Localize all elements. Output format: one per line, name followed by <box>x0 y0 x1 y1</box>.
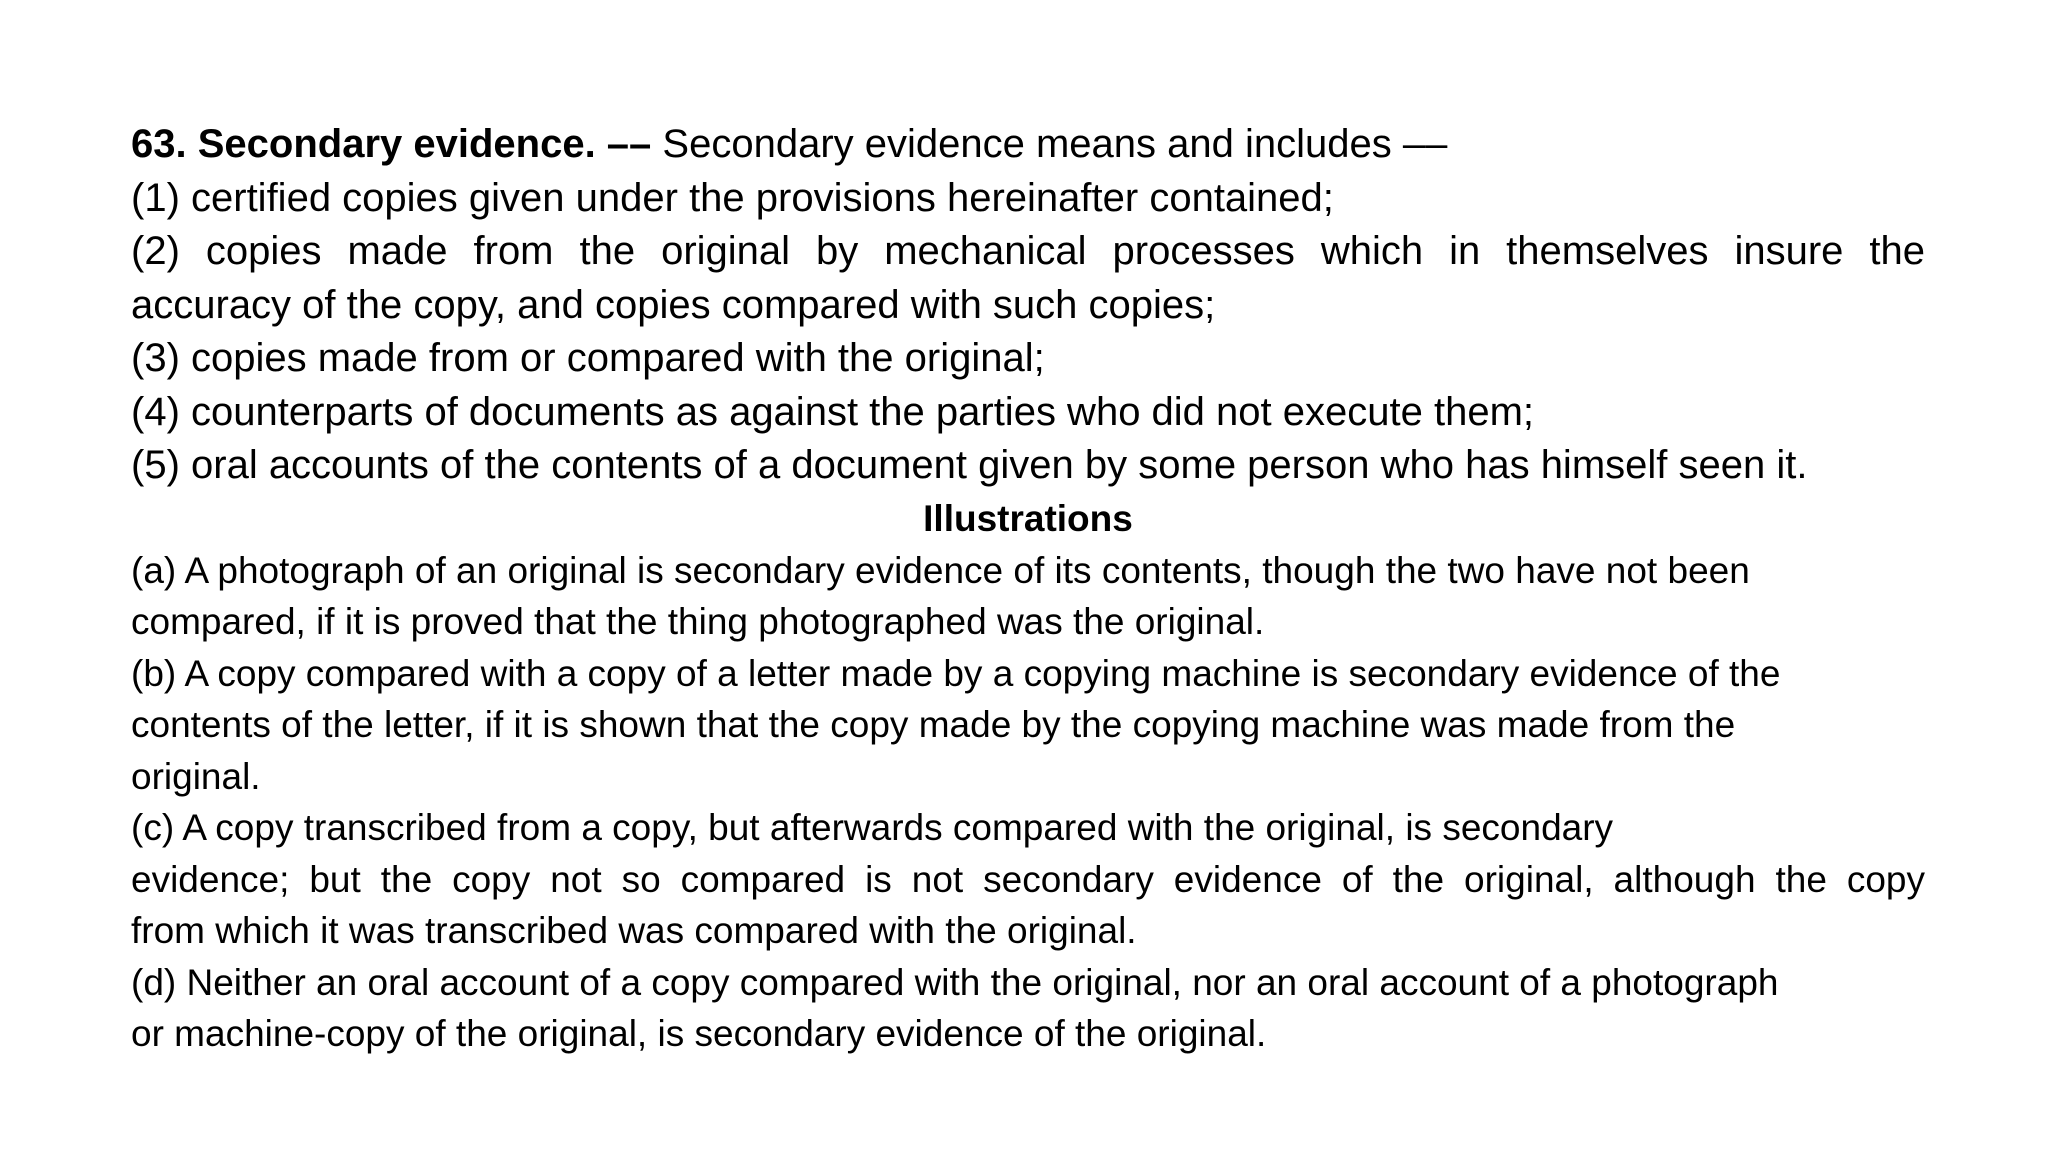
illustration-d-line-1: (d) Neither an oral account of a copy compared with the original, nor an oral account of a photograph <box>131 961 1779 1003</box>
item-3: (3) copies made from or compared with the original; <box>131 336 1045 380</box>
illustration-a-line-2: compared, if it is proved that the thing photographed was the original. <box>131 601 1265 642</box>
section-title: 63. Secondary evidence. –– <box>131 122 652 166</box>
section-63 <box>131 118 1925 493</box>
illustration-d-line-2: or machine-copy of the original, is secondary evidence of the original. <box>131 1013 1267 1054</box>
slide-body <box>131 118 1925 1060</box>
item-1: (1) certified copies given under the provisions hereinafter contained; <box>131 175 1334 220</box>
illustration-c-line-1: (c) A copy transcribed from a copy, but afterwards compared with the original, is secondary <box>131 807 1614 848</box>
item-2-line-2: accuracy of the copy, and copies compared with such copies; <box>131 282 1216 327</box>
section-heading-line <box>131 118 1925 172</box>
illustrations-list <box>131 545 1925 1060</box>
item-2-line-1: (2) copies made from the original by mechanical processes which in themselves insure the <box>131 229 1925 273</box>
illustrations-heading: Illustrations <box>923 497 1133 539</box>
item-4: (4) counterparts of documents as against the parties who did not execute them; <box>131 389 1535 434</box>
illustration-b-line-3: original. <box>131 755 261 797</box>
illustration-c-line-2: evidence; but the copy not so compared is not secondary evidence of the original, although the copy <box>131 858 1925 900</box>
illustration-a-line-1: (a) A photograph of an original is secondary evidence of its contents, though the two have not been <box>131 549 1750 591</box>
illustration-b-line-2: contents of the letter, if it is shown that the copy made by the copying machine was made from the <box>131 704 1736 745</box>
illustration-b-line-1: (b) A copy compared with a copy of a letter made by a copying machine is secondary evidence of the <box>131 652 1781 694</box>
item-5: (5) oral accounts of the contents of a document given by some person who has himself seen it. <box>131 443 1808 487</box>
section-intro: Secondary evidence means and includes –– <box>651 122 1448 166</box>
illustration-c-line-3: from which it was transcribed was compared with the original. <box>131 910 1137 951</box>
